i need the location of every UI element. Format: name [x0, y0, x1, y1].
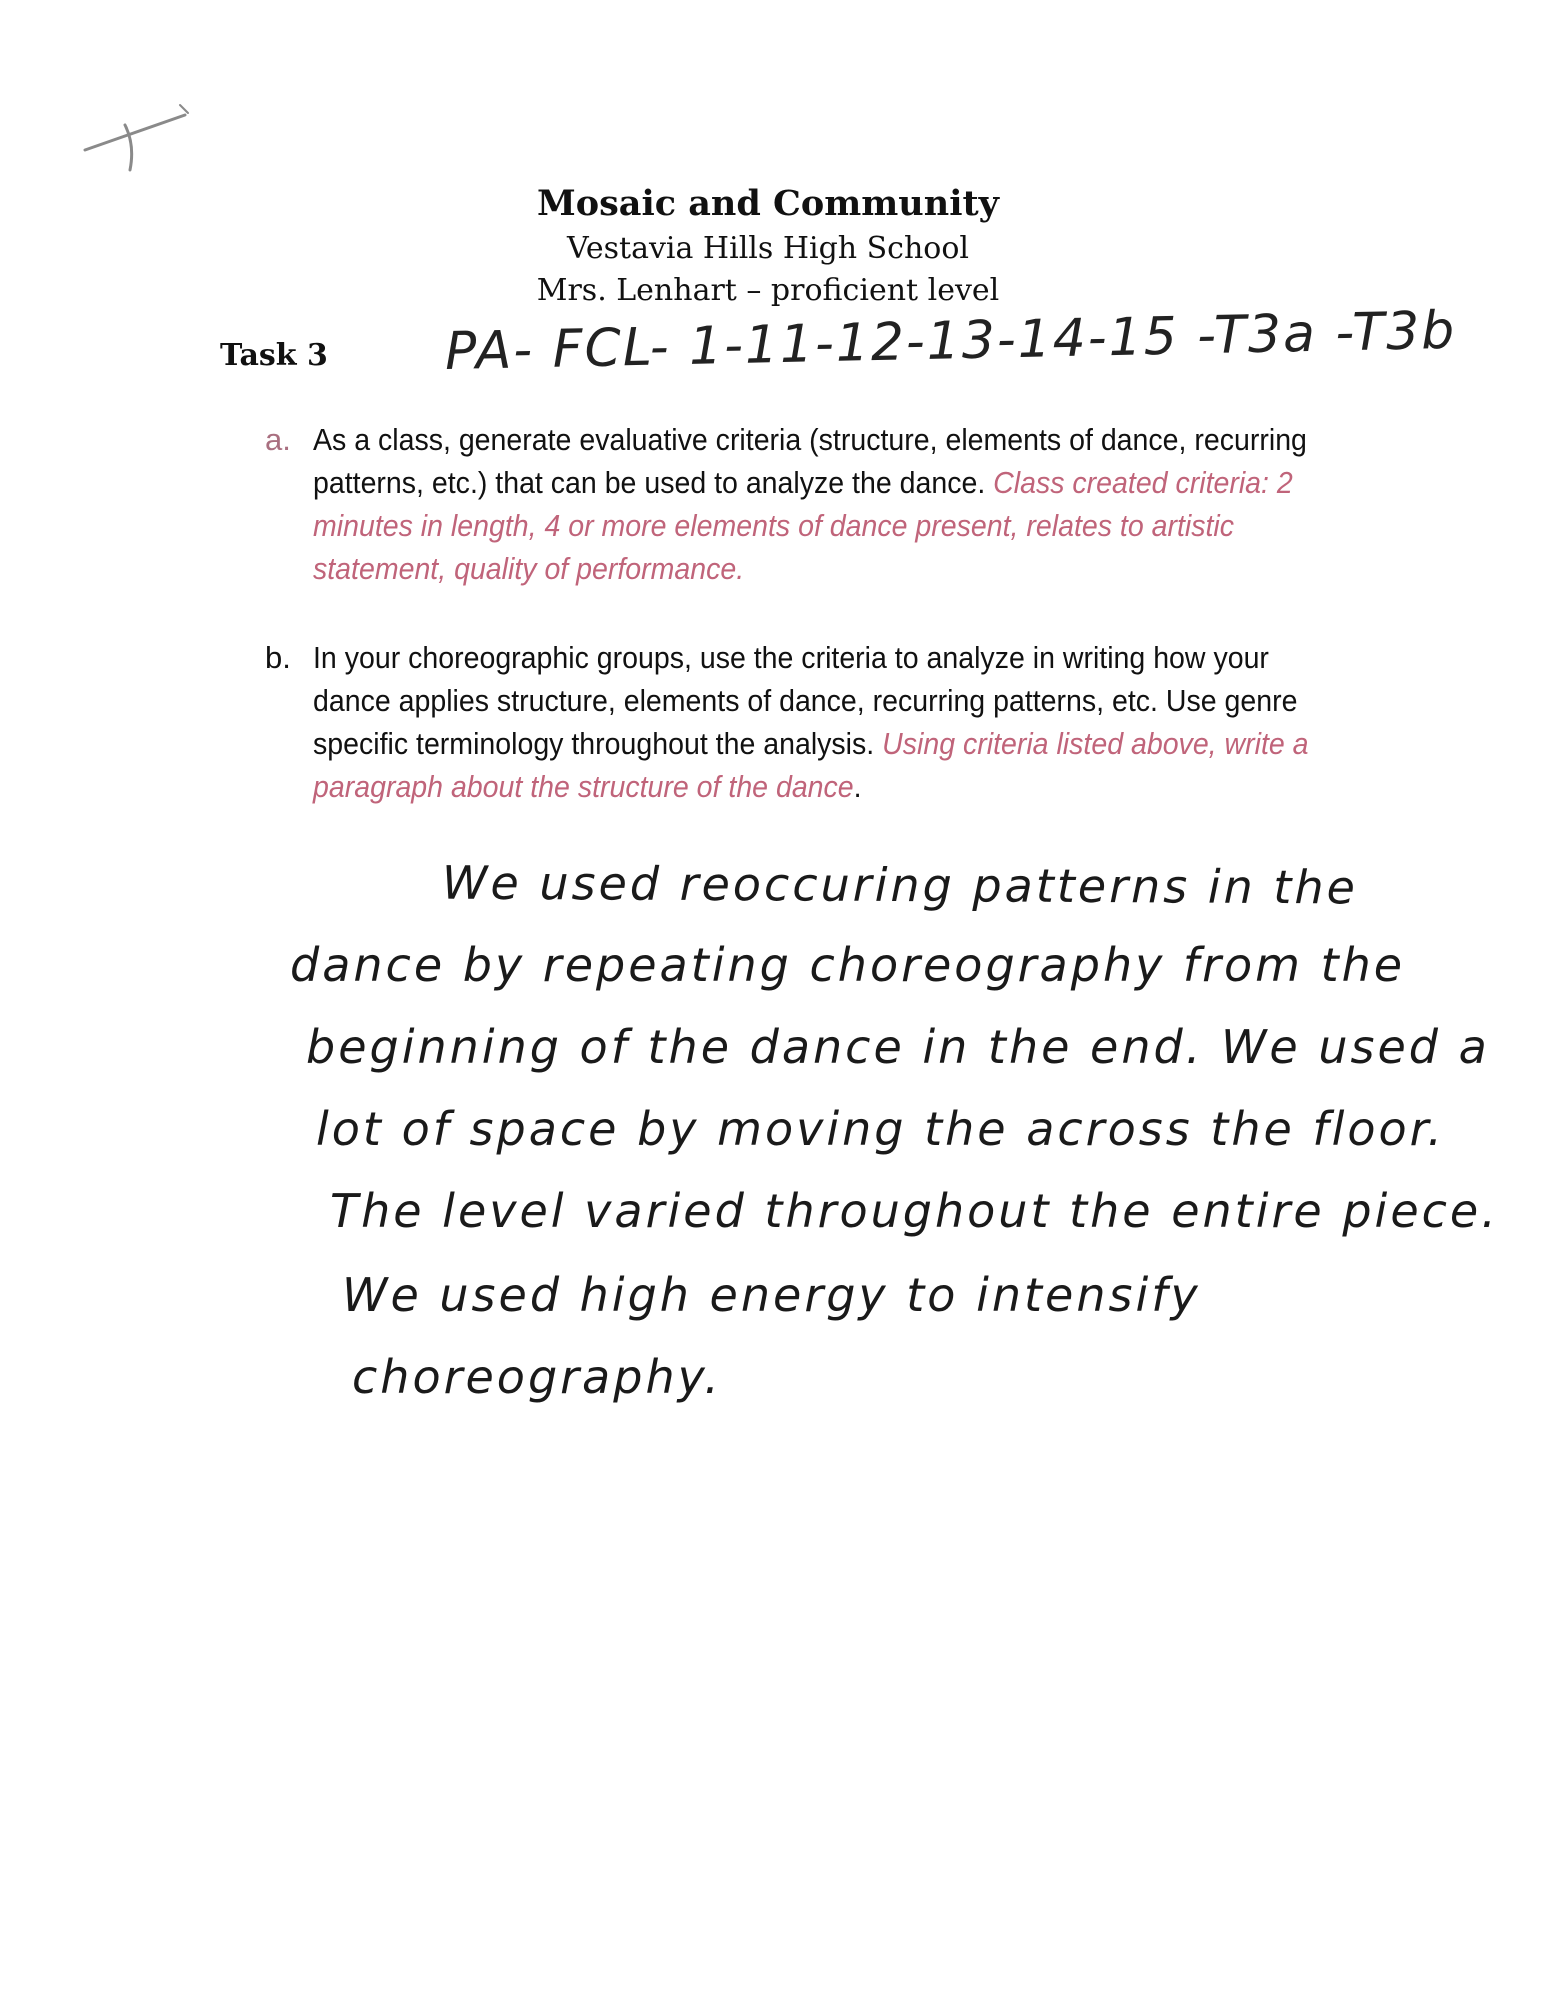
item-a-marker: a.	[265, 422, 291, 457]
item-a-response: Class created criteria: 2 minutes in length, 4 or more elements of dance present, relates to artistic statement, quality of performance.	[313, 465, 1293, 586]
document-title: Mosaic and Community	[536, 183, 999, 224]
item-b	[265, 636, 1315, 808]
task-label: Task 3	[220, 338, 328, 373]
item-b-marker: b.	[265, 640, 291, 675]
item-b-prompt: In your choreographic groups, use the criteria to analyze in writing how your dance applies structure, elements of dance, recurring patterns, etc. Use genre specific terminology throughout the analysis.	[313, 640, 1298, 761]
pencil-check-mark-icon	[80, 95, 200, 185]
handwritten-line: lot of space by moving the across the floor.	[316, 1102, 1445, 1156]
handwritten-line: choreography.	[352, 1350, 722, 1404]
item-b-period: .	[853, 769, 862, 804]
document-header	[0, 180, 1546, 312]
handwritten-standards-code: PA- FCL- 1-11-12-13-14-15 -T3a -T3b	[444, 300, 1457, 382]
school-name: Vestavia Hills High School	[566, 231, 970, 266]
item-b-text	[313, 636, 1316, 808]
item-b-response: Using criteria listed above, write a paragraph about the structure of the dance	[313, 726, 1309, 804]
handwritten-line: dance by repeating choreography from the	[290, 938, 1406, 992]
handwritten-line: We used reoccuring patterns in the	[441, 855, 1359, 915]
item-a	[265, 418, 1315, 590]
item-a-text	[313, 418, 1316, 590]
handwritten-line: The level varied throughout the entire piece.	[330, 1184, 1499, 1238]
handwritten-line: We used high energy to intensify	[342, 1268, 1201, 1322]
handwritten-line: beginning of the dance in the end. We used a	[306, 1020, 1490, 1074]
teacher-level: Mrs. Lenhart – proficient level	[536, 273, 1000, 308]
item-a-prompt: As a class, generate evaluative criteria (structure, elements of dance, recurring patterns, etc.) that can be used to analyze the dance.	[313, 422, 1307, 500]
